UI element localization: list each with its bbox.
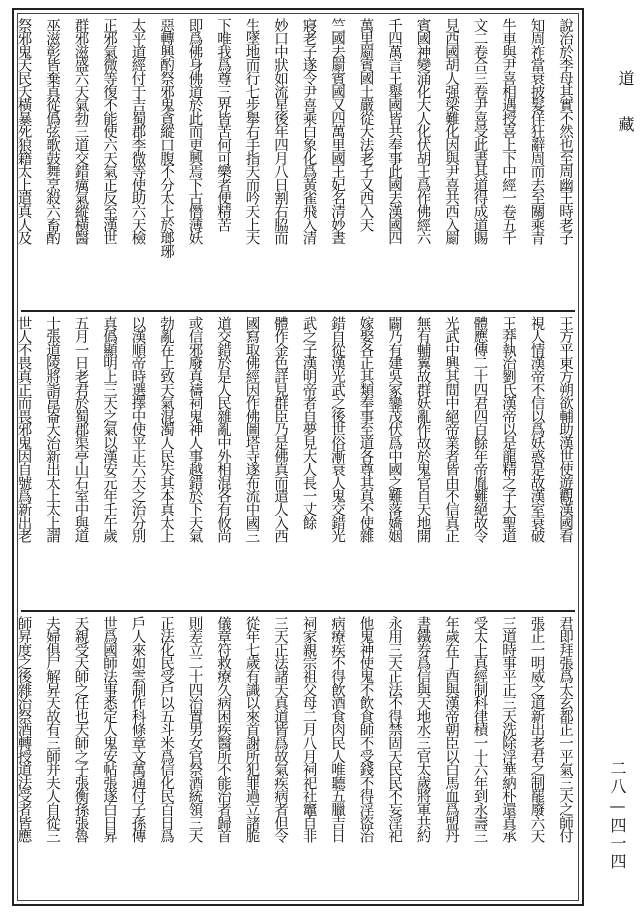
text-column: 寢老子遂令尹喜乘白象化爲黃雀飛入清 [300, 18, 317, 245]
text-column: 張正一明威之道新出老君之制罷廢六天 [528, 616, 545, 843]
page-frame [12, 8, 584, 906]
text-column: 武之子漢明帝者自夢見大人長一丈餘 [300, 316, 317, 529]
text-column: 或信邪廢真禱祠鬼神人事越錯於下天氣 [186, 316, 203, 543]
text-column: 世爲國師法事悉定人鬼安帖張遂白日昇 [101, 616, 117, 843]
text-column: 闢乃有建吳冢鑾茂伏爲中國之難落嬌姻 [386, 316, 402, 543]
text-column: 王方平東方朔欲輔助漢世使遊觀漢國看 [557, 316, 573, 543]
text-column: 則差立二十四治置男女官祭酒統領三天 [186, 616, 203, 843]
text-column: 體作金色詳見群臣乃是佛真而遣人入西 [272, 316, 288, 543]
text-column: 三天正法諸天真道皆爲故氣疾病者但令 [272, 616, 288, 843]
text-column: 惡轉興酌祭邪鬼貪縱口腹不分太上於瑯琊 [158, 18, 174, 258]
text-column: 道交錯於是人民雜亂中外相混各有攸尚 [215, 316, 231, 543]
text-column: 體應傳二十四君四百餘年帝胤難絕故令 [471, 316, 488, 543]
text-column: 君即拜張爲太玄都正一平氣三天之師付 [557, 616, 573, 843]
text-column: 即爲佛身佛道於此而更興焉下古僭薄妖 [186, 18, 203, 245]
text-column: 嫁娶各正其類奉事至道各尊其真不使雜 [357, 316, 374, 543]
text-column: 以漢順帝時選擇中使平正六天之治分別 [129, 316, 146, 543]
text-column: 世人不畏真正而畏邪鬼因自號爲新出老 [15, 316, 32, 543]
text-column: 生墜地而行七步舉右手指天而吟天上天 [243, 18, 260, 245]
text-column: 巫滋彰皆棄真從僞弦歌鼓舞烹殺六畜酌 [44, 18, 60, 245]
text-column: 永用三天正法不得禁固天民民不妄淫祀 [386, 616, 402, 843]
text-column: 勃亂在上致天氣混濁人民失其本真太上 [158, 316, 174, 543]
text-column: 他鬼神使鬼不飲食師不受錢不得淫盜治 [357, 616, 374, 843]
column-group [15, 18, 578, 304]
text-column: 說治於李母其實不然也至周幽王時老子 [557, 18, 573, 245]
register-divider [21, 310, 575, 312]
page-margin [592, 0, 640, 915]
text-column: 儀章符救療久病困疾醫所不能治者歸首 [215, 616, 231, 843]
text-register-2 [15, 316, 578, 602]
text-column: 祠家親宗祖父母二月八月祠祀社竈自非 [300, 616, 317, 843]
text-column: 見西國胡人强梁難化因與尹喜共西入罽 [443, 18, 459, 245]
collection-title: 道藏 [616, 70, 635, 162]
text-column: 視人情漢帝不信以爲妖惑是故漢室衰破 [528, 316, 545, 543]
text-column: 師昇度之後雜治祭酒轉授道法受者皆應 [15, 616, 32, 843]
text-column: 知周祚當衰披髮佯狂辭周而去至關乘青 [528, 18, 545, 245]
text-column: 牛車與尹喜相遇授喜上下中經一卷五千 [500, 18, 516, 245]
column-group [15, 316, 578, 602]
register-divider [21, 610, 575, 612]
text-column: 年歲在丁酉與漢帝朝臣以白馬血爲盟丹 [443, 616, 459, 843]
text-column: 正邪氣微等復不能使六天氣正反至漢世 [101, 18, 117, 245]
text-column: 萬里罽賓國土嚴從大法老子又西入天 [357, 18, 374, 231]
text-column: 光武中興其間中絕帝業者皆由不信真正 [443, 316, 459, 543]
text-column: 從年七歲有識以來首謝所犯罪過立諸脆 [243, 616, 260, 843]
text-column: 正法化民受戶以五斗米爲信化民百日爲 [158, 616, 174, 843]
text-column: 太平道經付于吉蜀郡李微等使助六天檢 [129, 18, 146, 245]
text-column: 群邪滋盛六天氣勃三道交錯癘氣縱橫醫 [72, 18, 89, 245]
text-column: 錯自從漢光武之後世俗漸衰人鬼交錯光 [329, 316, 345, 543]
text-register-1 [15, 18, 578, 304]
text-column: 妙口中狀如流星後年四月八日割右脇而 [272, 18, 288, 245]
text-column: 病療疾不得飲酒食肉民人唯聽五臘吉日 [329, 616, 345, 843]
text-column: 賓國神變涌化大人化伏胡王爲作佛經六 [414, 18, 431, 245]
text-column: 竺國去罽賓國又四萬里國王妃名清妙晝 [329, 18, 345, 245]
text-register-3 [15, 616, 578, 902]
text-column: 五月一日老君於蜀郡渠亭山石室中與道 [72, 316, 89, 543]
folio-number: 二八—四一四 [608, 760, 627, 871]
text-column: 國寫取佛經因作佛圖塔寺遂布流中國三 [243, 316, 260, 543]
text-column: 書鐵券爲信與天地水三官太歲將軍共約 [414, 616, 431, 843]
text-column: 三道時事平正三天洗除浮華納朴還真承 [500, 616, 516, 843]
text-column: 真僞顯明上三天之氣以漢安元年壬午歲 [101, 316, 117, 543]
text-column: 夫婦俱尸解昇天故有三師并夫人自從三 [44, 616, 60, 843]
text-column: 受太上真經制科律積一十六年到永壽三 [471, 616, 488, 843]
text-column: 千四萬言王舉國皆共奉事此國去漢國四 [386, 18, 402, 245]
text-column: 下唯我爲尊三界皆苦何可樂者便精苦 [215, 18, 231, 231]
text-column: 祭邪鬼天民夭橫暴死狼籍太上遣真人及 [15, 18, 32, 245]
text-column: 無有輔翼故群妖亂作故於鬼官自天地開 [414, 316, 431, 543]
text-column: 戶人來如雲制作科條章文萬通付子孫傳 [129, 616, 146, 843]
text-column: 文二卷合三卷尹喜受此書其道得成道賜 [471, 18, 488, 245]
text-column: 士張道陵將詣崑崙大治新出太上太上謂 [44, 316, 60, 543]
text-column: 王莽執治劉氏漢帝以是龍精之子大聖道 [500, 316, 516, 543]
text-column: 天親受天師之任也天師之子張衡孫張魯 [72, 616, 89, 843]
column-group [15, 616, 578, 902]
